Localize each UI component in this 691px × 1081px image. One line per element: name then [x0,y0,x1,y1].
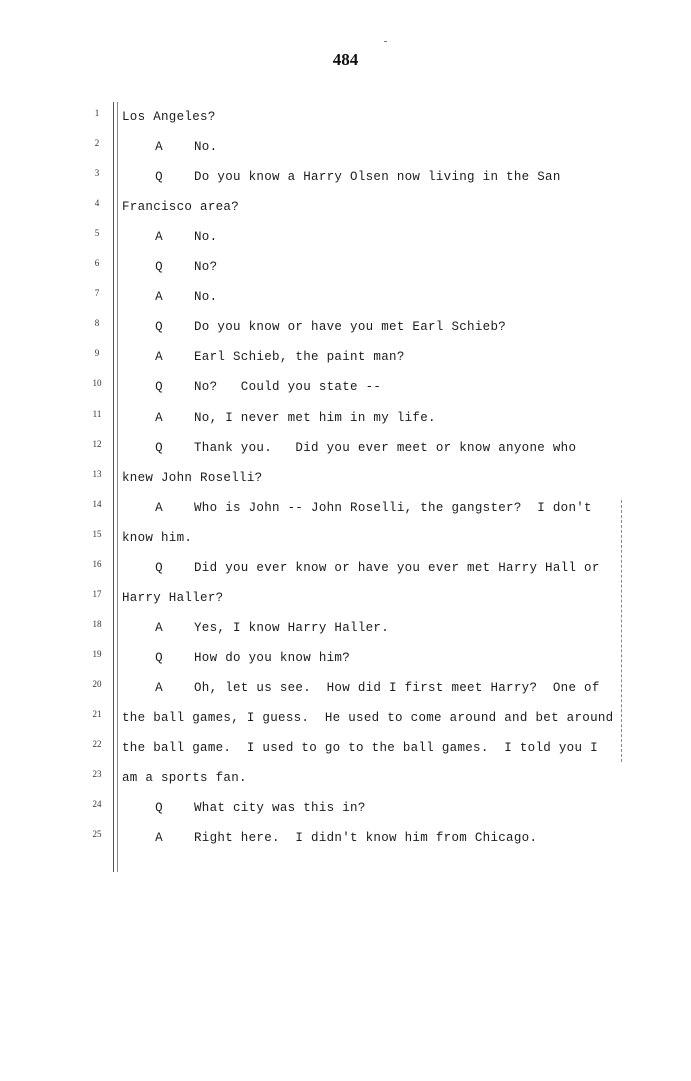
line-number: 3 [94,168,100,179]
line-text: Who is John -- John Roselli, the gangster? I don't [194,500,592,515]
line-number: 18 [92,618,102,629]
speaker-label: Q [155,560,163,575]
page-number: 484 [332,50,359,69]
line-text: the ball game. I used to go to the ball games. I told you I [122,741,598,756]
speaker-label: A [155,620,163,635]
line-text: Yes, I know Harry Haller. [194,620,390,635]
line-number: 9 [94,348,100,359]
line-text: No. [194,290,218,305]
line-text: How do you know him? [194,650,351,665]
line-number: 22 [92,739,102,750]
line-text: knew John Roselli? [122,470,263,485]
line-text: No. [194,140,218,155]
line-text: Oh, let us see. How did I first meet Harry? One of [194,680,600,695]
line-number: 21 [92,709,102,719]
line-number: 19 [92,648,102,659]
line-text: am a sports fan. [122,771,247,786]
speaker-label: Q [155,170,163,185]
line-text: Do you know a Harry Olsen now living in the San [194,170,561,185]
left-margin-rule [113,102,114,872]
speaker-label: A [155,410,163,425]
speaker-label: Q [155,440,163,455]
line-number: 14 [92,498,102,509]
line-number: 24 [92,799,102,810]
line-number: 1 [94,108,100,118]
line-number: 8 [94,318,100,329]
line-number: 25 [92,829,102,840]
line-number: 2 [94,138,100,149]
line-number: 15 [92,528,102,539]
left-margin-rule-inner [117,102,118,872]
line-text: No. [194,230,218,245]
line-number: 6 [94,258,100,269]
speaker-label: Q [155,320,163,335]
scan-mark [384,41,387,42]
speaker-label: A [155,140,163,155]
line-number: 4 [94,198,100,209]
line-text: Do you know or have you met Earl Schieb? [194,320,507,335]
line-text: No? [194,260,218,275]
line-text: know him. [122,530,193,545]
speaker-label: Q [155,380,163,395]
line-text: No, I never met him in my life. [194,410,436,425]
line-number: 16 [92,558,102,569]
line-text: Right here. I didn't know him from Chicago. [194,831,538,846]
speaker-label: A [155,350,163,365]
speaker-label: Q [155,650,163,665]
line-text: What city was this in? [194,801,366,816]
line-text: Francisco area? [122,200,240,215]
speaker-label: A [155,230,163,245]
line-number: 17 [92,588,102,599]
line-number: 11 [92,408,102,419]
speaker-label: Q [155,260,163,275]
line-text: Harry Haller? [122,590,224,605]
right-margin-rule [621,500,623,762]
speaker-label: A [155,290,163,305]
line-number: 20 [92,678,102,689]
line-text: the ball games, I guess. He used to come around and bet around [122,711,614,725]
speaker-label: A [155,680,163,695]
line-number: 13 [92,468,102,479]
line-number: 7 [94,288,100,299]
line-number: 10 [92,378,102,389]
speaker-label: A [155,500,163,515]
line-text: No? Could you state -- [194,380,382,395]
line-number: 5 [94,228,100,239]
speaker-label: A [155,831,163,846]
line-text: Thank you. Did you ever meet or know anyone who [194,440,577,455]
line-text: Did you ever know or have you ever met Harry Hall or [194,560,600,575]
speaker-label: Q [155,801,163,816]
line-text: Los Angeles? [122,110,216,124]
line-number: 23 [92,769,102,780]
line-number: 12 [92,438,102,449]
line-text: Earl Schieb, the paint man? [194,350,405,365]
